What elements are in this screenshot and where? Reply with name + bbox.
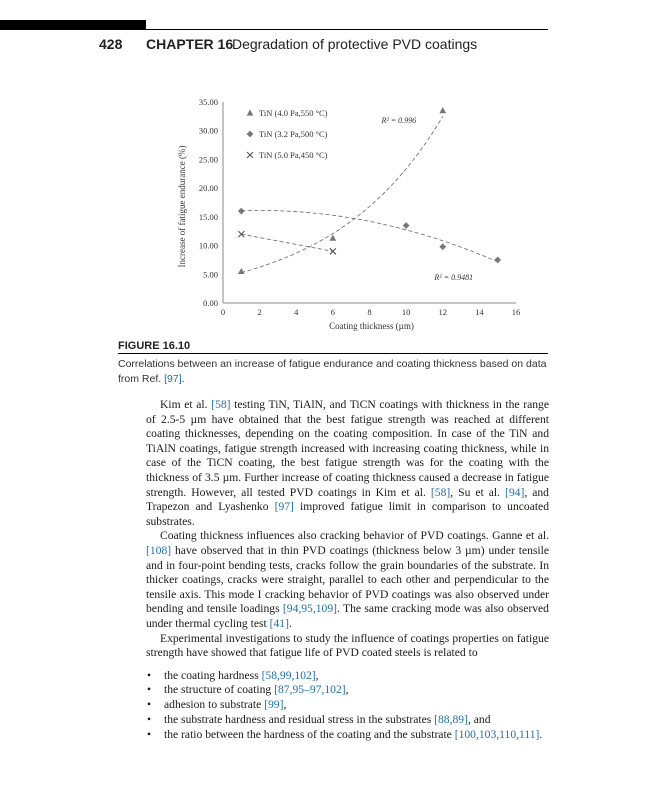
text-run: , [283, 698, 287, 712]
data-point-series-1 [330, 235, 337, 241]
legend-marker [247, 152, 253, 158]
text-run: Coating thickness influences also cracking behavior of PVD coatings. Ganne et al. [160, 529, 549, 543]
citation-link[interactable]: [87,95–97,102] [274, 683, 346, 697]
x-tick-label: 16 [511, 307, 521, 317]
paragraph-3 [146, 632, 549, 661]
list-item [146, 713, 549, 728]
x-tick-label: 0 [220, 307, 226, 317]
data-point-series-2 [494, 257, 501, 264]
fatigue-chart [0, 85, 648, 340]
y-tick-label: 20.00 [198, 183, 218, 194]
header-rule [146, 29, 548, 30]
page-number: 428 [99, 36, 123, 52]
y-tick-label: 5.00 [203, 269, 218, 280]
list-item [146, 683, 549, 698]
y-tick-label: 0.00 [203, 298, 218, 308]
y-tick-label: 25.00 [198, 154, 218, 165]
x-tick-label: 10 [401, 307, 411, 317]
legend-label: TiN (3.2 Pa,500 °C) [259, 129, 328, 139]
citation-link[interactable]: [100,103,110,111] [454, 727, 540, 741]
x-tick-label: 8 [367, 307, 372, 317]
data-point-series-2 [403, 222, 410, 229]
figure-label: FIGURE 16.10 [118, 340, 191, 352]
citation-link[interactable]: [58] [211, 398, 231, 411]
paragraph-2 [146, 529, 549, 631]
text-run: . [288, 616, 292, 630]
y-axis-label: Increase of fatigue endurance (%) [177, 145, 187, 268]
x-tick-label: 14 [475, 307, 484, 317]
list-item [146, 728, 549, 743]
text-run: testing TiN, TiAlN, and TiCN coatings with thickness in the range of 2.5-5 µm have obtained that the best fatigue strength was reached at different coating thicknesses, depending on the coating composition. In case of the TiN and TiAlN coatings, fatigue strength increased with increasing coating thickness, while in case of the TiCN coating, the best fatigue strength was for the coating with the thickness of 3.5 µm. Further increase of coating thickness caused a decrease in fatigue strength. However, all tested PVD coatings in Kim et al. [146, 398, 549, 499]
header-bar [0, 20, 146, 30]
text-run: , and Trapezon and Lyashenko [146, 485, 549, 514]
text-run: Experimental investigations to study the influence of coatings properties on fatigue strength have showed that fatigue life of PVD coated steels is related to [146, 631, 549, 660]
citation-link[interactable]: [94] [505, 485, 525, 499]
bullet-list [146, 669, 549, 743]
legend-label: TiN (5.0 Pa,450 °C) [259, 150, 328, 160]
r-squared-label: R² = 0.9481 [434, 273, 474, 283]
citation-link[interactable]: [58,99,102] [261, 668, 316, 682]
text-run: adhesion to substrate [164, 698, 265, 712]
figure-caption [118, 357, 548, 387]
text-run: , [315, 668, 319, 682]
data-point-series-1 [238, 268, 245, 274]
text-run: the structure of coating [164, 683, 275, 697]
paragraph-1 [146, 398, 549, 529]
x-tick-label: 2 [257, 307, 262, 317]
x-tick-label: 6 [330, 307, 335, 317]
citation-link[interactable]: [58] [430, 485, 451, 499]
trendline-series-1 [241, 116, 442, 272]
text-run: , Su et al. [450, 485, 506, 499]
y-tick-label: 15.00 [198, 211, 218, 222]
text-run: the coating hardness [164, 668, 262, 682]
citation-link[interactable]: [108] [146, 543, 172, 557]
citation-link[interactable]: [41] [269, 616, 289, 630]
body-text [146, 398, 549, 743]
caption-end: . [181, 373, 185, 385]
caption-text: Correlations between an increase of fatigue endurance and coating thickness based on data from Ref. [118, 358, 547, 385]
trendline-series-3 [241, 234, 333, 251]
list-item [146, 698, 549, 713]
data-point-series-1 [439, 107, 446, 113]
text-run: the substrate hardness and residual stress in the substrates [164, 713, 435, 727]
data-point-series-2 [238, 208, 245, 215]
citation-link[interactable]: [88,89] [434, 713, 468, 727]
chapter-title: Degradation of protective PVD coatings [232, 36, 478, 52]
x-tick-label: 12 [438, 307, 447, 317]
text-run: , [345, 683, 349, 697]
citation-link[interactable]: [97] [274, 500, 294, 514]
data-point-series-2 [439, 243, 446, 250]
citation-link[interactable]: [99] [264, 698, 284, 712]
figure-rule [118, 353, 548, 354]
legend-marker [247, 131, 254, 138]
list-item [146, 669, 549, 684]
text-run: . [539, 727, 543, 741]
page-header [0, 36, 648, 56]
y-tick-label: 10.00 [198, 240, 218, 251]
chapter-label: CHAPTER 16 [146, 36, 234, 52]
y-tick-label: 30.00 [198, 125, 218, 136]
text-run: improved fatigue limit in comparison to uncoated substrates. [146, 500, 549, 528]
citation-link[interactable]: [94,95,109] [282, 602, 338, 616]
text-run: , and [467, 713, 491, 727]
caption-citation[interactable]: [97] [164, 373, 182, 385]
data-point-series-3 [238, 231, 244, 237]
data-point-series-3 [330, 248, 336, 254]
text-run: . The same cracking mode was also observed under thermal cycling test [146, 602, 549, 630]
x-tick-label: 4 [294, 307, 299, 317]
r-squared-label: R² = 0.996 [381, 116, 417, 126]
trendline-series-2 [241, 211, 497, 262]
y-tick-label: 35.00 [198, 97, 218, 107]
legend-label: TiN (4.0 Pa,550 °C) [259, 108, 328, 118]
text-run: the ratio between the hardness of the coating and the substrate [164, 727, 455, 741]
text-run: Kim et al. [160, 398, 212, 411]
text-run: have observed that in thin PVD coatings (thickness below 3 µm) under tensile and in four-point bending tests, cracks follow the grain boundaries of the substrate. In thicker coatings, cracks were straight, parallel to each other and perpendicular to the tensile axis. This mode I cracking behavior of PVD coatings was also observed under bending and tensile loadings [146, 543, 549, 616]
legend-marker [247, 109, 254, 115]
x-axis-label: Coating thickness (µm) [329, 321, 414, 331]
